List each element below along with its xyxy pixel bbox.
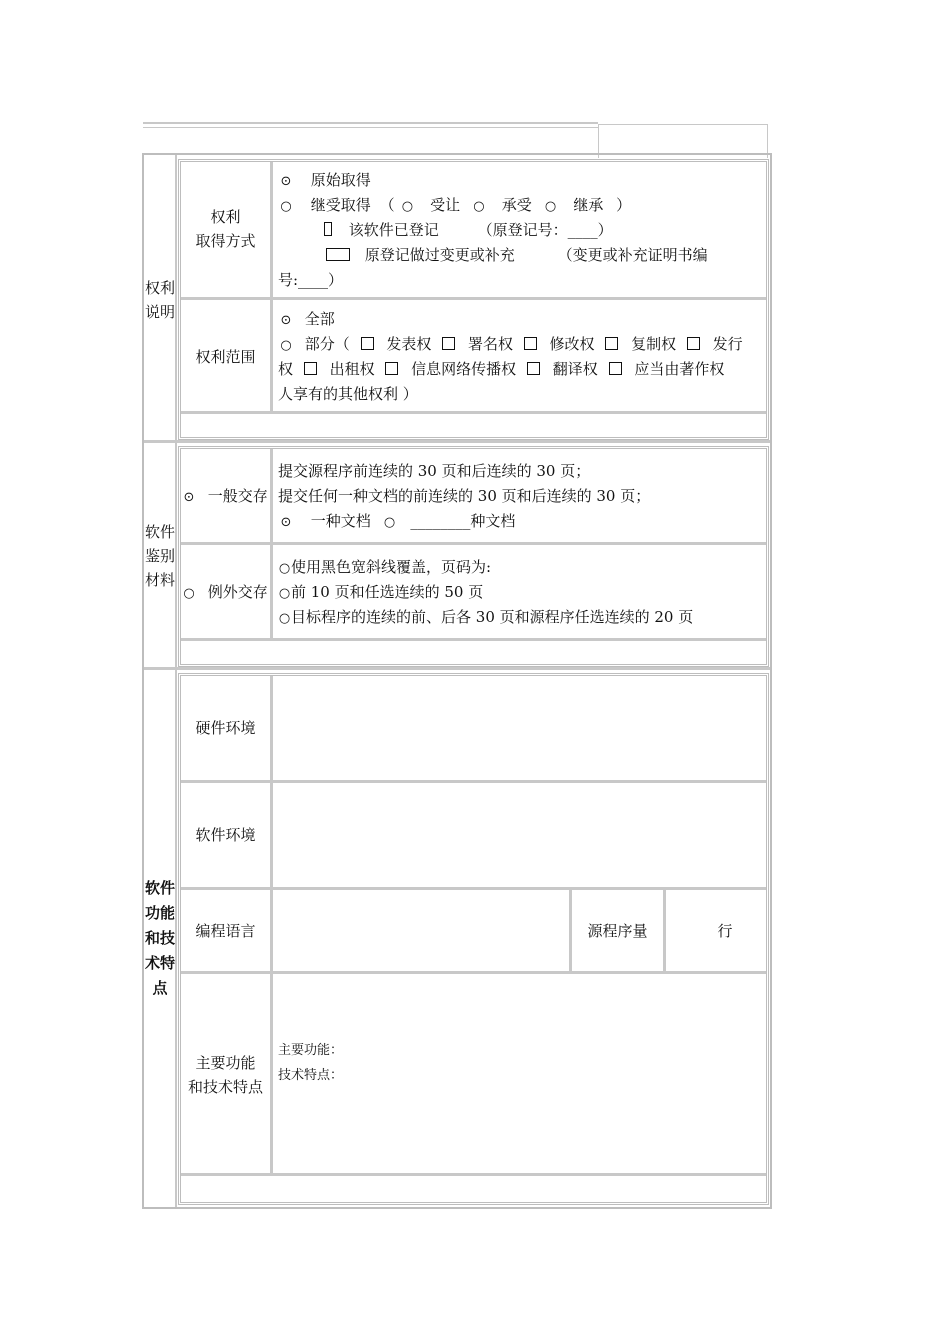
software-label: 软件环境 [195,826,256,844]
exception-opt-2[interactable]: ○前 10 页和任选连续的 50 页 [278,580,483,606]
radio-n-docs-icon[interactable]: ○ [383,515,396,530]
scope-label: 权利范围 [195,348,256,366]
materials-row-divider-2 [181,638,766,641]
features-row-divider-2 [181,887,766,890]
materials-row-divider [181,542,766,545]
radio-inherit-icon[interactable]: ○ [544,199,557,214]
publish-checkbox[interactable] [361,337,374,350]
main-functions-text[interactable]: 主要功能： [278,1043,344,1058]
exception-deposit-option[interactable]: ○ 例外交存 [181,580,268,606]
modify-checkbox[interactable] [524,337,537,350]
hardware-field[interactable] [274,679,766,779]
acquisition-label: 权利 取得方式 [195,208,256,250]
features-row-divider-3 [181,971,766,974]
radio-undertake-icon[interactable]: ○ [473,199,485,214]
tech-features-text[interactable]: 技术特点： [278,1068,344,1083]
change-cert-continued: 号:____） [278,271,344,289]
general-line-1: 提交源程序前连续的 30 页和后连续的 30 页； [278,462,591,480]
rights-inner-vertical [270,162,273,412]
radio-selected-icon: ⊙ [183,490,195,505]
radio-one-doc-icon[interactable]: ⊙ [280,515,292,530]
scope-all-option[interactable]: ⊙ 全部 [278,307,335,333]
registered-row: 该软件已登记 （原登记号：____） [324,218,613,242]
source-size-field[interactable]: 行 [717,922,733,940]
features-inner-vertical [270,676,273,1174]
scope-partial-row: ○ 部分（ 发表权 署名权 修改权 复制权 发行 [278,332,743,358]
authorship-checkbox[interactable] [442,337,455,350]
section-divider-2 [144,667,770,670]
section-divider-1 [144,440,770,443]
radio-selected-icon: ⊙ [280,313,292,328]
radio-selected-icon: ⊙ [280,174,292,189]
hardware-label: 硬件环境 [195,719,256,737]
general-line-2: 提交任何一种文档的前连续的 30 页和后连续的 30 页； [278,487,651,505]
registered-checkbox[interactable] [324,222,332,236]
general-deposit-option[interactable]: ⊙ 一般交存 [181,484,268,510]
radio-unselected-icon: ○ [183,586,195,601]
changed-checkbox[interactable] [326,248,350,261]
rights-row-divider-2 [181,411,766,414]
language-label: 编程语言 [195,922,256,940]
orig-reg-no: （原登记号：____） [477,221,613,239]
exception-opt-1[interactable]: ○使用黑色宽斜线覆盖，页码为: [278,555,491,581]
language-field[interactable] [274,891,568,970]
acquisition-original-option[interactable]: ⊙ 原始取得 [278,168,371,194]
rights-row-divider [181,297,766,300]
copy-checkbox[interactable] [605,337,618,350]
rights-section-label: 权利说明 [144,279,175,321]
top-rule [143,122,598,124]
radio-unselected-icon: ○ [278,561,291,576]
radio-partial-icon[interactable]: ○ [280,338,292,353]
materials-section-label: 软件鉴别材料 [144,523,175,589]
scope-row-3: 人享有的其他权利 ） [278,385,418,403]
features-row-divider-1 [181,780,766,783]
translate-checkbox[interactable] [527,362,540,375]
rent-checkbox[interactable] [304,362,317,375]
changed-row: 原登记做过变更或补充 （变更或补充证明书编 [326,243,708,267]
radio-unselected-icon: ○ [280,199,292,214]
general-line-3: ⊙ 一种文档 ○ ________种文档 [278,509,515,535]
features-row-divider-4 [181,1173,766,1176]
main-features-label: 主要功能 和技术特点 [187,1054,263,1096]
software-field[interactable] [274,784,766,886]
network-checkbox[interactable] [385,362,398,375]
radio-unselected-icon: ○ [278,611,291,626]
top-rule-right [598,124,768,125]
acquisition-inherited-option[interactable]: ○ 继受取得 （ ○ 受让 ○ 承受 ○ 继承 ） [278,193,631,219]
top-rule-2 [143,127,598,128]
features-section-label: 软件 功能 和技 术特 点 [144,879,175,997]
radio-assignment-icon[interactable]: ○ [401,199,414,214]
other-rights-checkbox[interactable] [609,362,622,375]
source-size-label: 源程序量 [587,922,648,940]
distribute-checkbox[interactable] [687,337,700,350]
radio-unselected-icon: ○ [278,586,291,601]
exception-opt-3[interactable]: ○目标程序的连续的前、后各 30 页和源程序任选连续的 20 页 [278,605,693,631]
scope-row-2: 权 出租权 信息网络传播权 翻译权 应当由著作权 [278,360,725,378]
